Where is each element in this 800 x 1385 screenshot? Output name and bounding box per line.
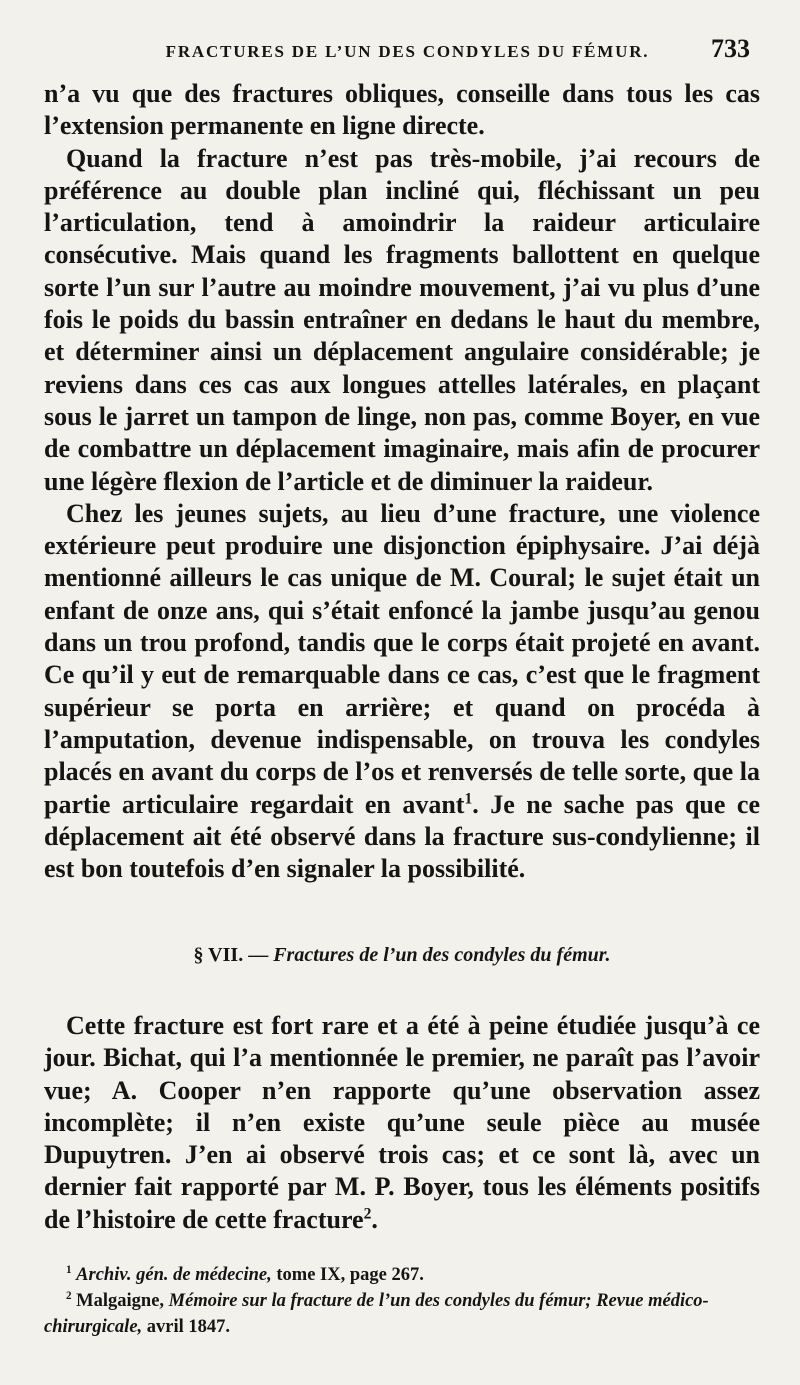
footnote-1-mark: 1 bbox=[66, 1263, 72, 1276]
body-text bbox=[44, 78, 760, 885]
paragraph-1: n’a vu que des fractures obliques, conseille dans tous les cas l’extension permanente en ligne directe. bbox=[44, 79, 760, 141]
section-title: Fractures de l’un des condyles du fémur. bbox=[273, 944, 611, 966]
footnotes bbox=[44, 1262, 760, 1340]
section-dash: — bbox=[248, 944, 269, 966]
footnote-1 bbox=[44, 1262, 760, 1288]
running-head bbox=[44, 34, 750, 64]
footnote-2 bbox=[44, 1288, 760, 1340]
footnote-1-text: tome IX, page 267. bbox=[271, 1265, 424, 1285]
footnote-1-source: Archiv. gén. de médecine, bbox=[76, 1265, 272, 1285]
section-body bbox=[44, 1010, 760, 1236]
section-paragraph bbox=[44, 1010, 760, 1236]
section-paragraph-text: Cette fracture est fort rare et a été à peine étudiée jusqu’à ce jour. Bichat, qui l’a mentionnée le premier, ne paraît pas l’avoir vue; A. Cooper n’en rapporte qu’une observation assez incomplète; il n’en existe qu’une seule pièce au musée Dupuytren. J’en ai observé trois cas; et ce sont là, avec un dernier fait rapporté par M. P. Boyer, tous les éléments positifs de l’histoire de cette fracture bbox=[44, 1011, 760, 1234]
section-paragraph-end: . bbox=[371, 1204, 378, 1234]
paragraph-3-text: Chez les jeunes sujets, au lieu d’une fracture, une violence extérieure peut produire une disjonction épiphysaire. J’ai déjà mentionné ailleurs le cas unique de M. Coural; le sujet était un enfant de onze ans, qui s’était enfoncé la jambe jusqu’au genou dans un trou profond, tandis que le corps était projeté en avant. Ce qu’il y eut de remarquable dans ce cas, c’est que le fragment supérieur se porta en arrière; et quand on procéda à l’amputation, devenue indispensable, on trouva les condyles placés en avant du corps de l’os et renversés de telle sorte, que la partie articulaire regardait en avant bbox=[44, 498, 760, 819]
section-heading bbox=[44, 944, 760, 967]
footnote-2-source: Mémoire sur la fracture de l’un des condyles du fémur; Revue médico-chirurgicale, bbox=[44, 1291, 709, 1337]
paragraph-3 bbox=[44, 498, 760, 886]
footnote-2-text: avril 1847. bbox=[142, 1317, 231, 1337]
footnote-2-author: Malgaigne, bbox=[76, 1291, 165, 1311]
footnote-ref-2[interactable]: 2 bbox=[363, 1205, 372, 1223]
running-head-title: FRACTURES DE L’UN DES CONDYLES DU FÉMUR. bbox=[165, 42, 650, 61]
paragraph-3-end: . Je ne sache pas que ce déplacement ait été observé dans la fracture sus-condylienne; il est bon toutefois d’en signaler la possibilité. bbox=[44, 789, 760, 884]
footnote-2-mark: 2 bbox=[66, 1289, 72, 1302]
footnote-ref-1[interactable]: 1 bbox=[464, 789, 473, 807]
paragraph-2: Quand la fracture n’est pas très-mobile, j’ai recours de préférence au double plan incliné qui, fléchissant un peu l’articulation, tend à amoindrir la raideur articulaire consécutive. Mais quand les fragments ballottent en quelque sorte l’un sur l’autre au moindre mouvement, j’ai vu plus d’une fois le poids du bassin entraîner en dedans le haut du membre, et déterminer ainsi un déplacement angulaire considérable; je reviens dans ces cas aux longues attelles latérales, en plaçant sous le jarret un tampon de linge, non pas, comme Boyer, en vue de combattre un déplacement imaginaire, mais afin de procurer une légère flexion de l’article et de diminuer la raideur. bbox=[44, 143, 760, 496]
section-number: § VII. bbox=[193, 944, 244, 966]
page-number: 733 bbox=[711, 34, 750, 63]
